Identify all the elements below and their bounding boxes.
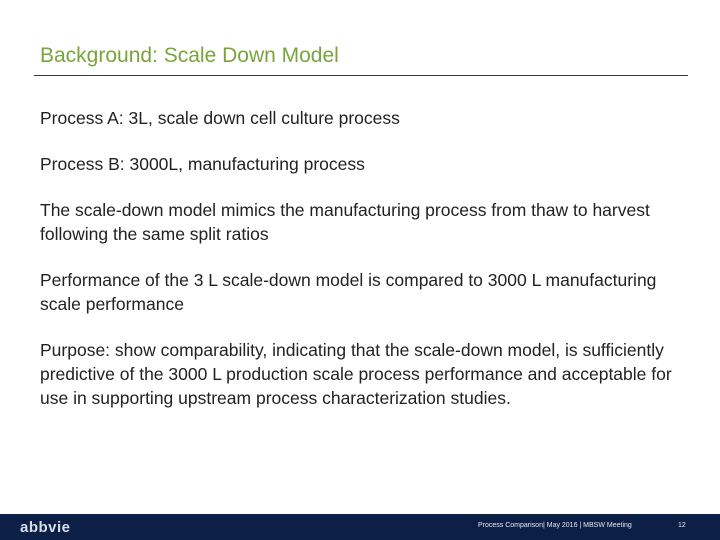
slide-body: [40, 106, 690, 432]
page-number: 12: [678, 522, 686, 529]
paragraph-performance: Performance of the 3 L scale-down model is compared to 3000 L manufacturing scale performance: [40, 270, 657, 314]
slide-title: Background: Scale Down Model: [40, 44, 339, 67]
title-divider: [34, 75, 688, 76]
paragraph-process-a: Process A: 3L, scale down cell culture process: [40, 108, 400, 128]
footer-bar: [0, 514, 720, 540]
footer-caption: Process Comparison| May 2016 | MBSW Meeting: [478, 522, 632, 529]
abbvie-logo: abbvie: [20, 519, 71, 536]
paragraph-purpose: Purpose: show comparability, indicating that the scale-down model, is sufficiently predictive of the 3000 L production scale process performance and acceptable for use in supporting upstream process characterization studies.: [40, 340, 672, 408]
paragraph-model-mimics: The scale-down model mimics the manufacturing process from thaw to harvest following the same split ratios: [40, 200, 650, 244]
paragraph-process-b: Process B: 3000L, manufacturing process: [40, 154, 365, 174]
